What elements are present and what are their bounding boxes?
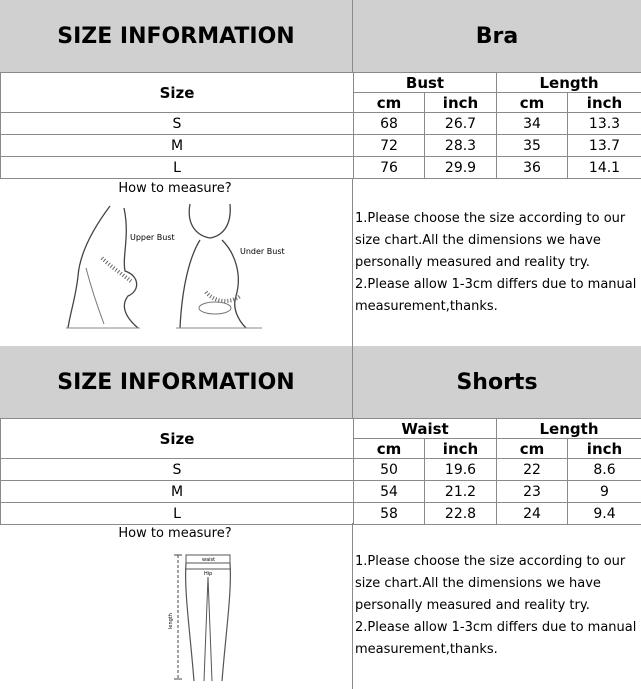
value-cell: 22 — [497, 459, 568, 481]
upper-bust-label: Upper Bust — [130, 233, 175, 242]
table-row — [1, 459, 641, 481]
value-cell: 9.4 — [568, 503, 641, 525]
value-cell: 24 — [497, 503, 568, 525]
value-cell: 13.7 — [568, 135, 641, 157]
value-cell: 14.1 — [568, 157, 641, 179]
size-cell: M — [1, 135, 354, 157]
under-bust-label: Under Bust — [240, 247, 285, 256]
value-cell: 29.9 — [425, 157, 497, 179]
value-cell: 8.6 — [568, 459, 641, 481]
size-cell: S — [1, 113, 354, 135]
size-column-header: Size — [1, 73, 354, 113]
value-cell: 26.7 — [425, 113, 497, 135]
table-row — [1, 481, 641, 503]
value-cell: 21.2 — [425, 481, 497, 503]
value-cell: 36 — [497, 157, 568, 179]
table-row — [1, 113, 641, 135]
shorts-size-table — [0, 418, 641, 525]
bust-measure-figure — [0, 196, 353, 336]
value-cell: 76 — [354, 157, 425, 179]
bra-size-table — [0, 72, 641, 179]
length-group-header: Length — [497, 419, 641, 439]
unit-cm-header: cm — [354, 93, 425, 113]
unit-inch-header: inch — [425, 439, 497, 459]
table-row — [1, 503, 641, 525]
shorts-header-product: Shorts — [353, 346, 641, 418]
bust-group-header: Bust — [354, 73, 497, 93]
shorts-notes — [353, 551, 641, 661]
length-group-header: Length — [497, 73, 641, 93]
value-cell: 19.6 — [425, 459, 497, 481]
shorts-measure-panel — [0, 523, 353, 689]
bra-header-product: Bra — [353, 0, 641, 72]
unit-inch-header: inch — [425, 93, 497, 113]
value-cell: 23 — [497, 481, 568, 503]
how-to-measure-label: How to measure? — [118, 181, 232, 196]
value-cell: 58 — [354, 503, 425, 525]
note-tolerance: 2.Please allow 1-3cm differs due to manual measurement,thanks. — [355, 620, 637, 657]
bra-notes — [353, 208, 641, 318]
note-size-choice: 1.Please choose the size according to our size chart.All the dimensions we have personally measured and reality try. — [355, 554, 626, 613]
size-column-header: Size — [1, 419, 354, 459]
size-cell: M — [1, 481, 354, 503]
value-cell: 13.3 — [568, 113, 641, 135]
size-cell: L — [1, 157, 354, 179]
unit-cm-header: cm — [354, 439, 425, 459]
value-cell: 50 — [354, 459, 425, 481]
unit-cm-header: cm — [497, 93, 568, 113]
size-cell: S — [1, 459, 354, 481]
value-cell: 68 — [354, 113, 425, 135]
unit-cm-header: cm — [497, 439, 568, 459]
note-size-choice: 1.Please choose the size according to our size chart.All the dimensions we have personally measured and reality try. — [355, 211, 626, 270]
table-row — [1, 135, 641, 157]
value-cell: 54 — [354, 481, 425, 503]
how-to-measure-label: How to measure? — [118, 526, 232, 541]
legging-measure-figure — [0, 541, 353, 681]
shorts-header-title: SIZE INFORMATION — [0, 346, 353, 418]
bra-measure-panel — [0, 178, 353, 346]
hip-label: Hip — [204, 571, 213, 577]
unit-inch-header: inch — [568, 93, 641, 113]
waist-group-header: Waist — [354, 419, 497, 439]
value-cell: 72 — [354, 135, 425, 157]
value-cell: 9 — [568, 481, 641, 503]
note-tolerance: 2.Please allow 1-3cm differs due to manual measurement,thanks. — [355, 277, 637, 314]
value-cell: 35 — [497, 135, 568, 157]
bra-header-title: SIZE INFORMATION — [0, 0, 353, 72]
shorts-size-section — [0, 346, 641, 689]
value-cell: 34 — [497, 113, 568, 135]
size-cell: L — [1, 503, 354, 525]
value-cell: 22.8 — [425, 503, 497, 525]
unit-inch-header: inch — [568, 439, 641, 459]
table-row — [1, 157, 641, 179]
length-label: length — [168, 613, 174, 629]
value-cell: 28.3 — [425, 135, 497, 157]
waist-label: waist — [202, 557, 216, 563]
